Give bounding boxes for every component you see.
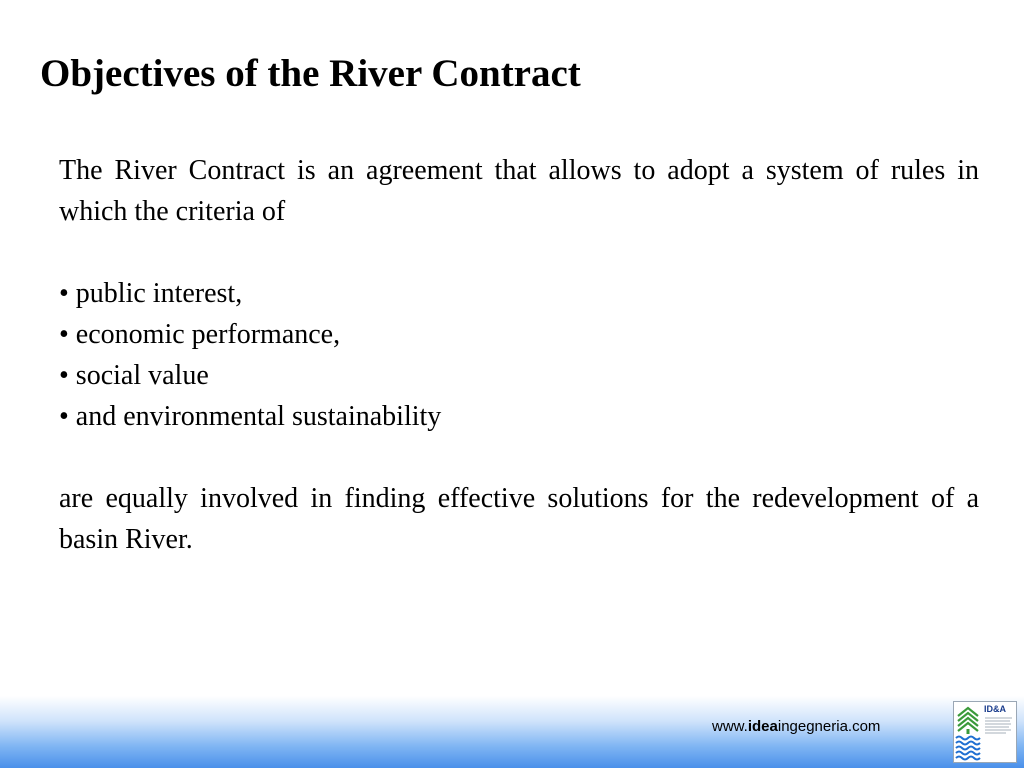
company-logo [953, 701, 1017, 763]
url-brand: idea [747, 718, 778, 735]
criteria-item: • economic performance, [59, 319, 341, 350]
criteria-item: • social value [59, 360, 209, 391]
url-prefix: www. [712, 718, 748, 735]
spacer [59, 232, 979, 273]
intro-paragraph: The River Contract is an agreement that allows to adopt a system of rules in which the criteria of [59, 155, 979, 227]
logo-text: ID&A [984, 704, 1006, 714]
conclusion-paragraph: are equally involved in finding effective solutions for the redevelopment of a basin River. [59, 483, 979, 555]
criteria-list [59, 273, 979, 437]
criteria-item: • public interest, [59, 278, 243, 309]
slide-title: Objectives of the River Contract [40, 52, 581, 95]
url-suffix: ingegneria.com [777, 718, 881, 735]
spacer [59, 437, 979, 478]
criteria-item: • and environmental sustainability [59, 401, 442, 432]
slide-body [59, 150, 979, 560]
footer-website-link[interactable] [712, 718, 880, 735]
